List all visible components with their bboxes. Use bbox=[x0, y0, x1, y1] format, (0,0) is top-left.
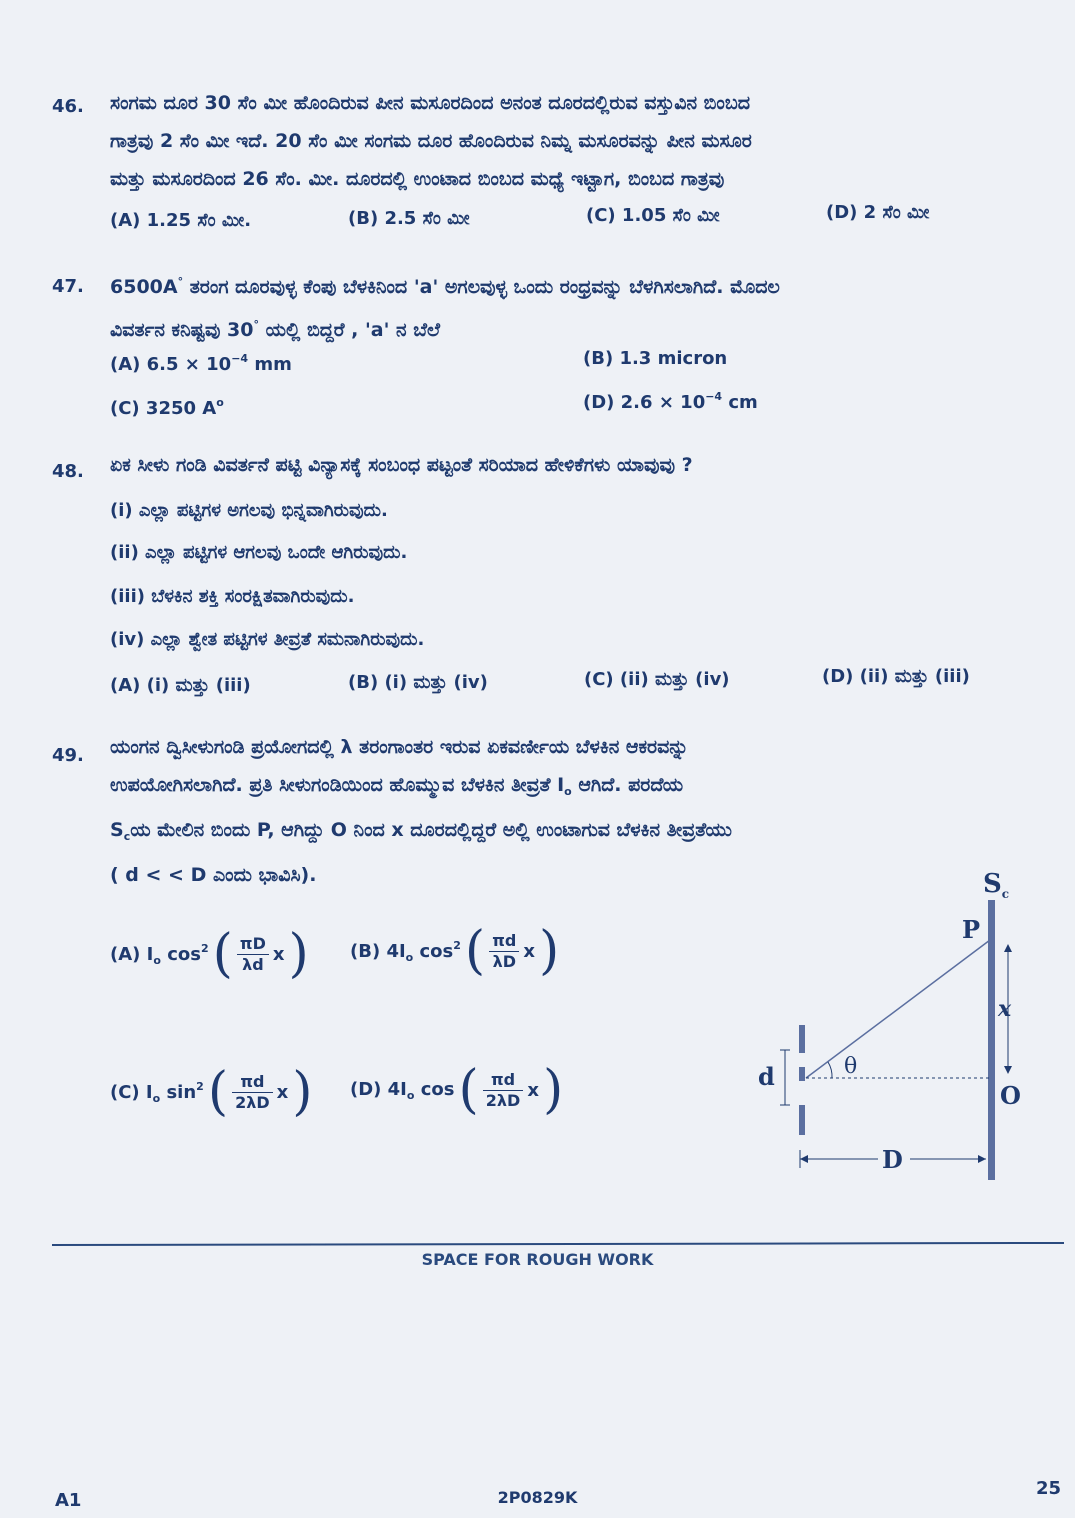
q48-statement-3: (iii) ಬೆಳಕಿನ ಶಕ್ತಿ ಸಂರಕ್ಷಿತವಾಗಿರುವುದು. bbox=[110, 586, 355, 607]
footer-left-code: A1 bbox=[55, 1490, 82, 1511]
slit-barrier-top bbox=[799, 1025, 805, 1053]
q47-line1: 6500A° ತರಂಗ ದೂರವುಳ್ಳ ಕೆಂಪು ಬೆಳಕಿನಿಂದ 'a' ಅಗಲವುಳ್ಳ ಒಂದು ರಂಧ್ರವನ್ನು ಬೆಳಗಿಸಲಾಗಿದೆ. ಮೊದಲ bbox=[110, 275, 780, 298]
q47-option-a: (A) $6.5 \times 10^{-4}$ mm bbox=[110, 352, 292, 375]
q48-line1: ಏಕ ಸೀಳು ಗಂಡಿ ವಿವರ್ತನೆ ಪಟ್ಟಿ ವಿನ್ಯಾಸಕ್ಕೆ ಸಂಬಂಧ ಪಟ್ಟಂತೆ ಸರಿಯಾದ ಹೇಳಿಕೆಗಳು ಯಾವುವು ? bbox=[110, 454, 693, 476]
q46-text bbox=[110, 84, 1060, 198]
rough-work-divider bbox=[52, 1242, 1064, 1246]
D-label: D bbox=[882, 1145, 903, 1174]
q49-line4: ( d < < D ಎಂದು ಭಾವಿಸಿ). bbox=[110, 864, 317, 886]
young-double-slit-diagram bbox=[740, 860, 1060, 1190]
slit-barrier-bottom bbox=[799, 1105, 805, 1135]
q49-line2: ಉಪಯೋಗಿಸಲಾಗಿದೆ. ಪ್ರತಿ ಸೀಳುಗಂಡಿಯಿಂದ ಹೊಮ್ಮುವ ಬೆಳಕಿನ ತೀವ್ರತೆ $I_o$ ಆಗಿದೆ. ಪರದೆಯ bbox=[110, 774, 684, 798]
q48-number: 48. bbox=[52, 461, 84, 482]
q46-line3: ಮತ್ತು ಮಸೂರದಿಂದ 26 ಸೆಂ. ಮೀ. ದೂರದಲ್ಲಿ ಉಂಟಾದ ಬಿಂಬದ ಮಧ್ಯೆ ಇಟ್ಟಾಗ, ಬಿಂಬದ ಗಾತ್ರವು bbox=[110, 168, 725, 190]
q46-line1: ಸಂಗಮ ದೂರ 30 ಸೆಂ ಮೀ ಹೊಂದಿರುವ ಪೀನ ಮಸೂರದಿಂದ ಅನಂತ ದೂರದಲ್ಲಿರುವ ವಸ್ತುವಿನ ಬಿಂಬದ bbox=[110, 92, 750, 114]
q49-line1: ಯಂಗನ ದ್ವಿಸೀಳುಗಂಡಿ ಪ್ರಯೋಗದಲ್ಲಿ λ ತರಂಗಾಂತರ ಇರುವ ಏಕವರ್ಣೀಯ ಬೆಳಕಿನ ಆಕರವನ್ನು bbox=[110, 736, 689, 758]
q48-option-d: (D) (ii) ಮತ್ತು (iii) bbox=[822, 666, 970, 687]
q46-option-a: (A) 1.25 ಸೆಂ ಮೀ. bbox=[110, 210, 252, 231]
q47-line2: ವಿವರ್ತನ ಕನಿಷ್ಟವು 30° ಯಲ್ಲಿ ಬಿದ್ದರೆ , 'a' ನ ಬೆಲೆ bbox=[110, 318, 441, 341]
q49-line3: $S_cಯ$ ಮೇಲಿನ ಬಿಂದು P, ಆಗಿದ್ದು O ನಿಂದ x ದೂರದಲ್ಲಿದ್ದರೆ ಅಲ್ಲಿ ಉಂಟಾಗುವ ಬೆಳಕಿನ ತೀವ್ರತೆಯು bbox=[110, 819, 732, 843]
q48-option-b: (B) (i) ಮತ್ತು (iv) bbox=[348, 672, 488, 693]
d-label: d bbox=[758, 1062, 775, 1091]
q48-statement-1: (i) ಎಲ್ಲಾ ಪಟ್ಟಿಗಳ ಅಗಲವು ಭಿನ್ನವಾಗಿರುವುದು. bbox=[110, 500, 388, 521]
q46-option-b: (B) 2.5 ಸೆಂ ಮೀ bbox=[348, 208, 470, 229]
screen-line bbox=[988, 900, 995, 1180]
q49-option-a: (A) $I_o$ $\cos^2$ ( $\frac{\pi D}{\lambda d}$ x ) bbox=[110, 924, 309, 984]
slit-barrier-middle bbox=[799, 1067, 805, 1081]
q48-option-a: (A) (i) ಮತ್ತು (iii) bbox=[110, 675, 251, 696]
q49-option-c: (C) $I_o$ $\sin^2$ ( $\frac{\pi d}{2\lambda D}$ x ) bbox=[110, 1062, 313, 1122]
q46-line2: ಗಾತ್ರವು 2 ಸೆಂ ಮೀ ಇದೆ. 20 ಸೆಂ ಮೀ ಸಂಗಮ ದೂರ ಹೊಂದಿರುವ ನಿಮ್ನ ಮಸೂರವನ್ನು ಪೀನ ಮಸೂರ bbox=[110, 130, 752, 152]
q47-text bbox=[110, 263, 1060, 349]
q49-option-d: (D) $4I_o$ cos ( $\frac{\pi d}{2\lambda D}$ x ) bbox=[350, 1060, 564, 1120]
point-o-label: O bbox=[1000, 1081, 1021, 1110]
q48-option-c: (C) (ii) ಮತ್ತು (iv) bbox=[584, 669, 730, 690]
q49-option-b: (B) $4I_o$ $\cos^2$ ( $\frac{\pi d}{\lambda D}$ x ) bbox=[350, 921, 560, 981]
q47-option-d: (D) $2.6 \times 10^{-4}$ cm bbox=[583, 390, 758, 413]
q46-option-d: (D) 2 ಸೆಂ ಮೀ bbox=[826, 202, 930, 223]
q47-number: 47. bbox=[52, 276, 84, 297]
x-label: x bbox=[998, 996, 1012, 1022]
screen-label: $S_c$ bbox=[983, 869, 1010, 901]
q47-option-c: (C) 3250 $A^o$ bbox=[110, 396, 224, 419]
q46-option-c: (C) 1.05 ಸೆಂ ಮೀ bbox=[586, 205, 720, 226]
q47-option-b: (B) 1.3 micron bbox=[583, 348, 728, 369]
footer-center-code: 2P0829K bbox=[497, 1488, 578, 1507]
rough-work-label: SPACE FOR ROUGH WORK bbox=[421, 1250, 654, 1269]
page-number: 25 bbox=[1036, 1478, 1062, 1499]
point-p-label: P bbox=[962, 915, 981, 944]
q48-statement-2: (ii) ಎಲ್ಲಾ ಪಟ್ಟಿಗಳ ಆಗಲವು ಒಂದೇ ಆಗಿರುವುದು. bbox=[110, 542, 408, 563]
ray-to-p bbox=[806, 940, 990, 1078]
q46-number: 46. bbox=[52, 96, 84, 117]
theta-label: θ bbox=[844, 1054, 858, 1079]
q48-statement-4: (iv) ಎಲ್ಲಾ ಶ್ವೇತ ಪಟ್ಟಿಗಳ ತೀವ್ರತೆ ಸಮನಾಗಿರುವುದು. bbox=[110, 629, 425, 650]
q49-number: 49. bbox=[52, 745, 84, 766]
